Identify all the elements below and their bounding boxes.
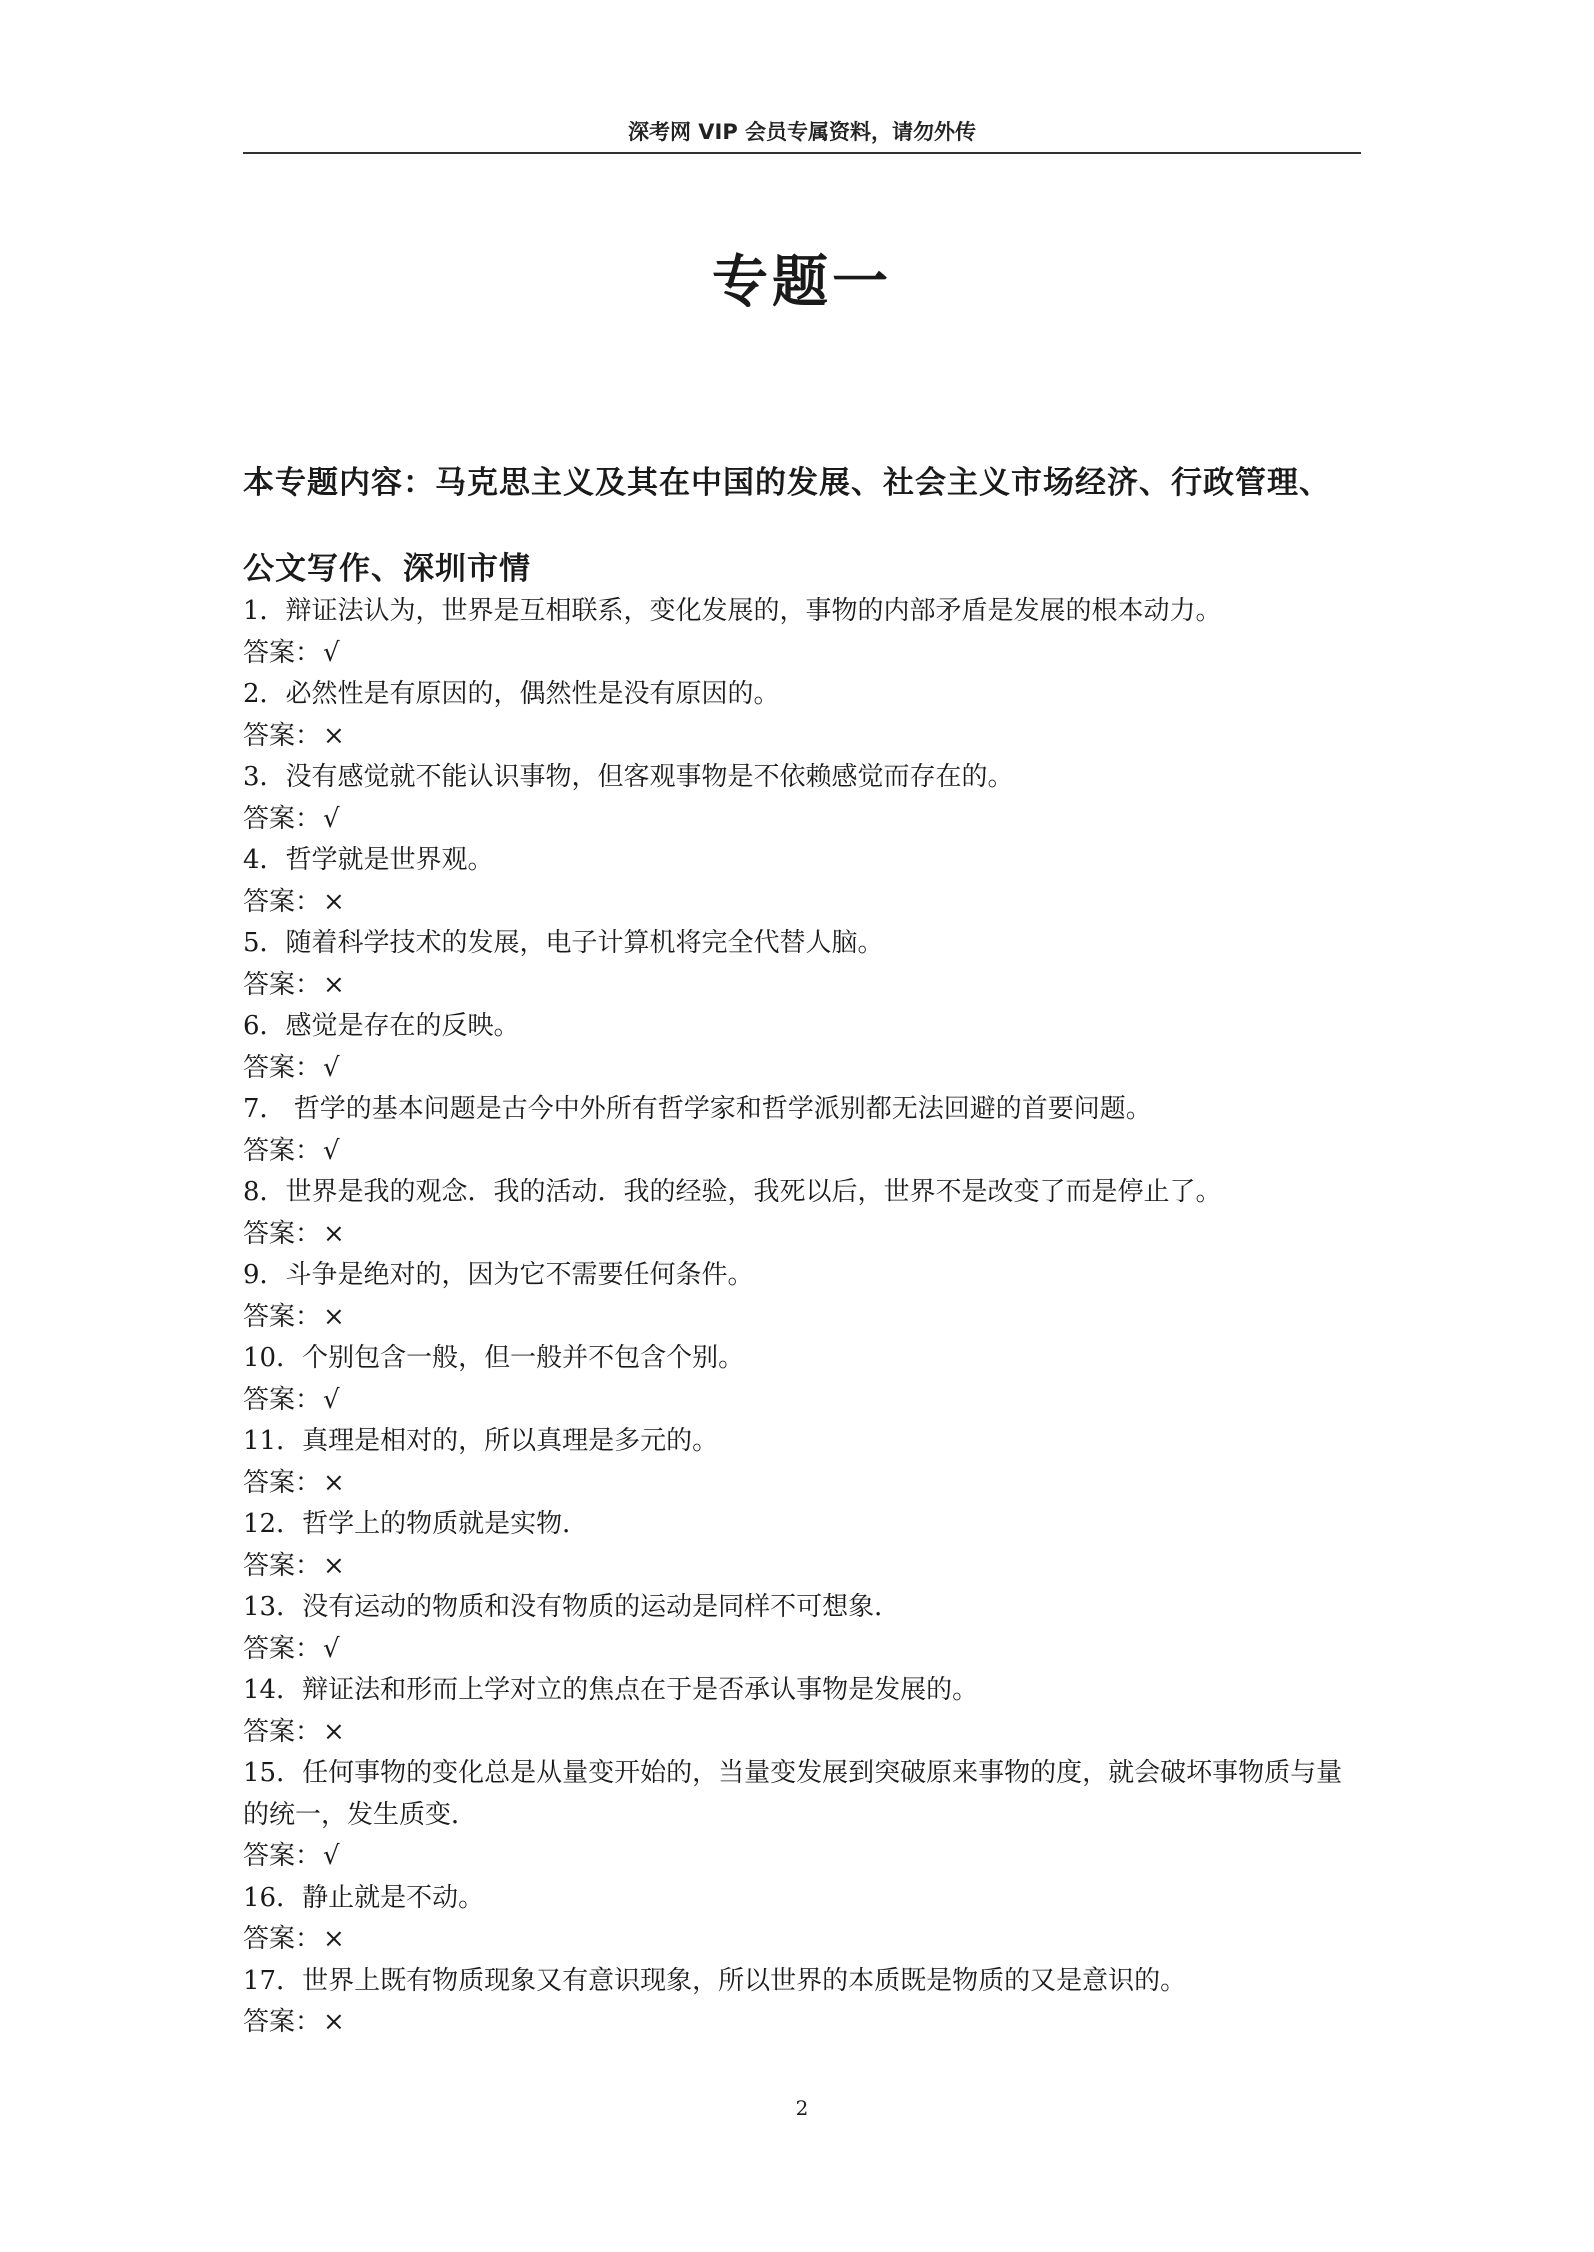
check-mark-icon: √ xyxy=(323,1633,340,1664)
answer-label: 答案： xyxy=(243,1633,322,1664)
answer-label: 答案： xyxy=(243,1135,322,1166)
question-item xyxy=(243,1338,1361,1421)
question-text: 13．没有运动的物质和没有物质的运动是同样不可想象． xyxy=(243,1592,901,1622)
answer-label: 答案： xyxy=(243,1841,322,1871)
answer-label: 答案： xyxy=(243,1716,322,1747)
answer-line xyxy=(243,1297,1361,1339)
answer-line xyxy=(243,1919,1361,1961)
answer-label: 答案： xyxy=(243,803,322,834)
check-mark-icon: √ xyxy=(323,1841,340,1871)
answer-line xyxy=(243,1546,1361,1588)
question-text: 11．真理是相对的，所以真理是多元的。 xyxy=(243,1426,719,1456)
check-mark-icon: √ xyxy=(323,637,340,668)
answer-line xyxy=(243,1048,1361,1090)
question-text: 10．个别包含一般，但一般并不包含个别。 xyxy=(243,1343,745,1373)
answer-line xyxy=(243,799,1361,841)
check-mark-icon: √ xyxy=(323,1135,340,1166)
question-item xyxy=(243,1961,1361,2044)
answer-label: 答案： xyxy=(243,969,322,1000)
answer-line xyxy=(243,882,1361,924)
question-item xyxy=(243,591,1361,674)
question-item xyxy=(243,1006,1361,1089)
cross-mark-icon: × xyxy=(323,1716,345,1747)
cross-mark-icon: × xyxy=(323,886,345,917)
check-mark-icon: √ xyxy=(323,803,340,834)
question-item xyxy=(243,923,1361,1006)
page-number: 2 xyxy=(795,2096,809,2120)
question-text: 5．随着科学技术的发展，电子计算机将完全代替人脑。 xyxy=(243,928,884,958)
page-header: 深考网 VIP 会员专属资料，请勿外传 xyxy=(627,120,977,144)
question-item xyxy=(243,674,1361,757)
answer-line xyxy=(243,1836,1361,1878)
cross-mark-icon: × xyxy=(323,969,345,1000)
check-mark-icon: √ xyxy=(323,1384,340,1415)
cross-mark-icon: × xyxy=(323,1550,345,1581)
answer-line xyxy=(243,1712,1361,1754)
answer-label: 答案： xyxy=(243,1384,322,1415)
answer-label: 答案： xyxy=(243,1301,322,1332)
question-item xyxy=(243,1421,1361,1504)
question-item xyxy=(243,1753,1361,1878)
question-item xyxy=(243,757,1361,840)
answer-line xyxy=(243,965,1361,1007)
question-item xyxy=(243,1255,1361,1338)
cross-mark-icon: × xyxy=(323,1301,345,1332)
answer-line xyxy=(243,1629,1361,1671)
cross-mark-icon: × xyxy=(323,1467,345,1498)
answer-line xyxy=(243,1380,1361,1422)
document-title: 专题一 xyxy=(712,249,892,315)
answer-label: 答案： xyxy=(243,1924,322,1954)
question-text: 12．哲学上的物质就是实物． xyxy=(243,1509,589,1539)
question-item xyxy=(243,1089,1361,1172)
answer-line xyxy=(243,1463,1361,1505)
answer-label: 答案： xyxy=(243,637,322,668)
answer-label: 答案： xyxy=(243,886,322,917)
header-divider xyxy=(243,152,1361,154)
cross-mark-icon: × xyxy=(323,1924,345,1954)
answer-label: 答案： xyxy=(243,1052,322,1083)
question-text: 1．辩证法认为，世界是互相联系，变化发展的，事物的内部矛盾是发展的根本动力。 xyxy=(243,596,1222,626)
question-text: 2．必然性是有原因的，偶然性是没有原因的。 xyxy=(243,679,780,709)
question-text: 7． 哲学的基本问题是古今中外所有哲学家和哲学派别都无法回避的首要问题。 xyxy=(243,1094,1152,1124)
question-text: 14．辩证法和形而上学对立的焦点在于是否承认事物是发展的。 xyxy=(243,1675,979,1705)
question-list xyxy=(243,591,1361,2044)
answer-label: 答案： xyxy=(243,2007,322,2037)
cross-mark-icon: × xyxy=(323,2007,345,2037)
answer-label: 答案： xyxy=(243,1550,322,1581)
answer-label: 答案： xyxy=(243,1218,322,1249)
question-text: 9．斗争是绝对的，因为它不需要任何条件。 xyxy=(243,1260,754,1290)
question-item xyxy=(243,1172,1361,1255)
question-text: 6．感觉是存在的反映。 xyxy=(243,1011,520,1041)
question-text: 3．没有感觉就不能认识事物，但客观事物是不依赖感觉而存在的。 xyxy=(243,762,1014,792)
cross-mark-icon: × xyxy=(323,720,345,751)
question-item xyxy=(243,1504,1361,1587)
check-mark-icon: √ xyxy=(323,1052,340,1083)
question-text: 17．世界上既有物质现象又有意识现象，所以世界的本质既是物质的又是意识的。 xyxy=(243,1965,1187,1996)
answer-line xyxy=(243,2002,1361,2044)
question-item xyxy=(243,1670,1361,1753)
answer-label: 答案： xyxy=(243,1467,322,1498)
question-item xyxy=(243,1587,1361,1670)
question-text: 4．哲学就是世界观。 xyxy=(243,845,494,875)
answer-label: 答案： xyxy=(243,720,322,751)
cross-mark-icon: × xyxy=(323,1218,345,1249)
answer-line xyxy=(243,1131,1361,1173)
answer-line xyxy=(243,633,1361,675)
answer-line xyxy=(243,716,1361,758)
question-text: 8．世界是我的观念．我的活动．我的经验，我死以后，世界不是改变了而是停止了。 xyxy=(243,1177,1222,1207)
question-text: 15．任何事物的变化总是从量变开始的，当量变发展到突破原来事物的度，就会破坏事物质与量的统一，发生质变． xyxy=(243,1758,1343,1830)
question-text: 16．静止就是不动。 xyxy=(243,1882,485,1913)
question-item xyxy=(243,1878,1361,1961)
answer-line xyxy=(243,1214,1361,1256)
topic-intro: 本专题内容：马克思主义及其在中国的发展、社会主义市场经济、行政管理、公文写作、深圳市情 xyxy=(243,465,1331,587)
question-item xyxy=(243,840,1361,923)
